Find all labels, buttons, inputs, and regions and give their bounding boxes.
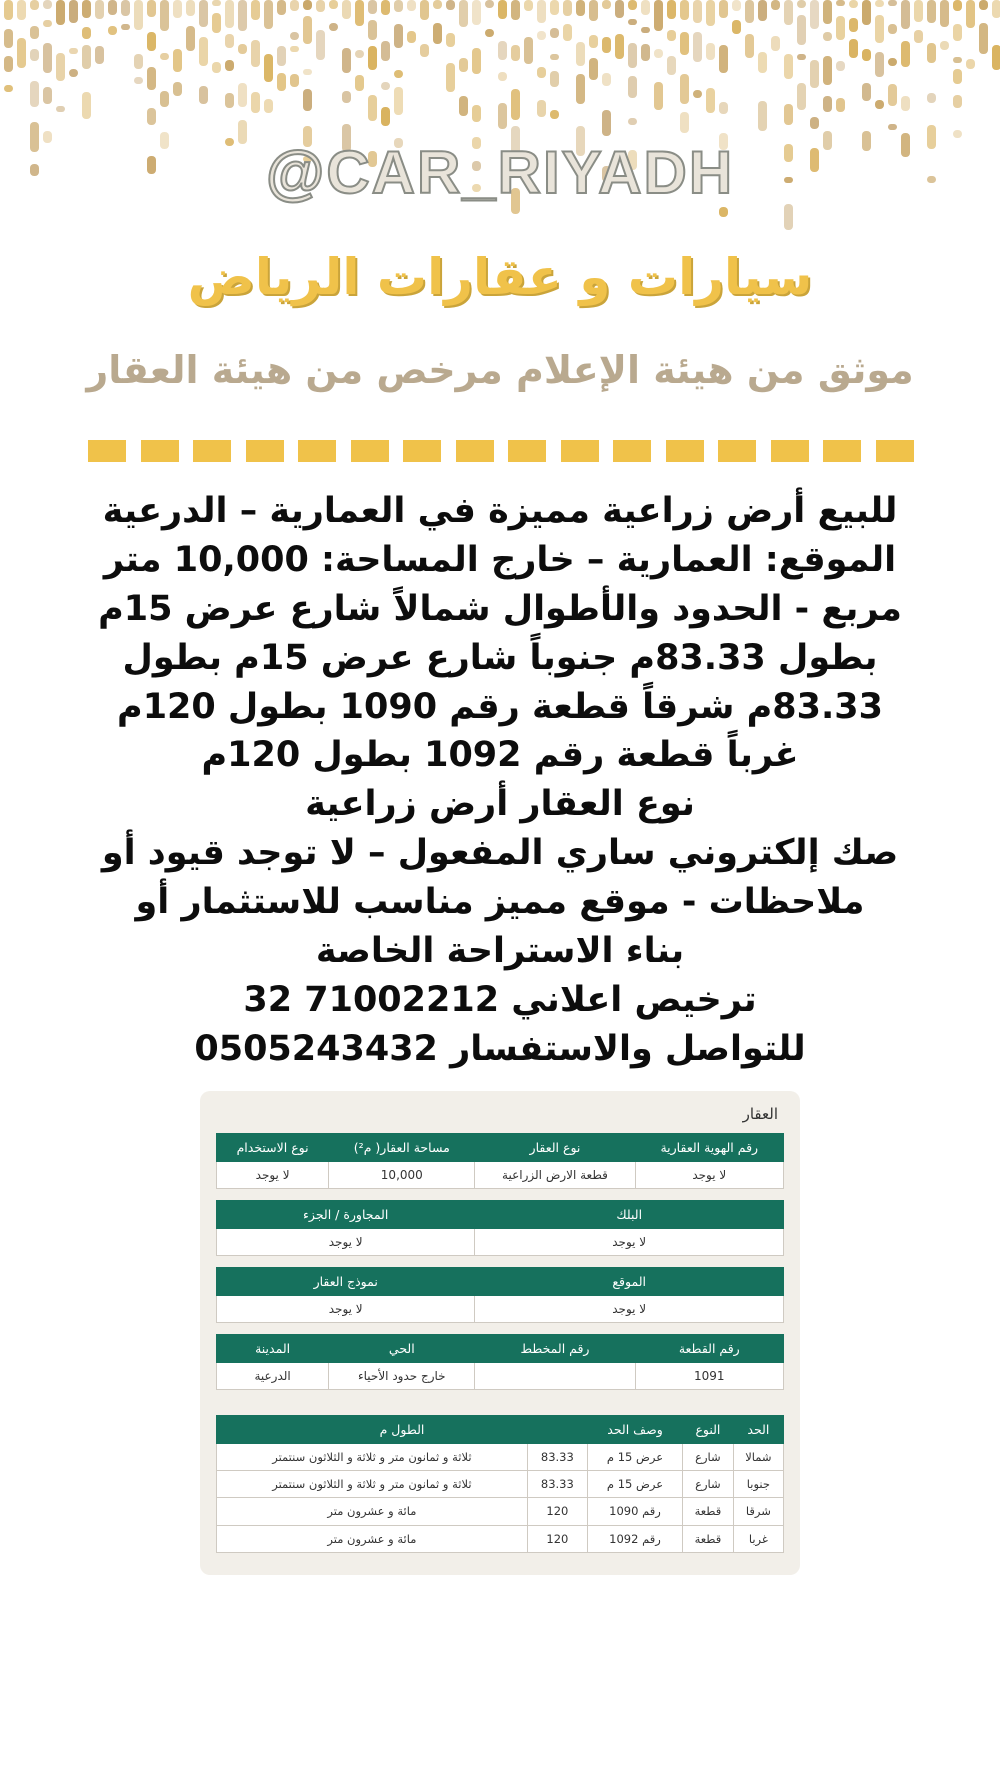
table-cell: 120: [527, 1498, 587, 1525]
dash-segment: [876, 440, 914, 462]
table-cell: نوع الاستخدام: [217, 1133, 329, 1161]
confetti-decoration: [0, 0, 1000, 470]
table-cell: 83.33: [527, 1443, 587, 1470]
table-cell: 1091: [635, 1362, 783, 1389]
dash-segment: [823, 440, 861, 462]
table-cell: نوع العقار: [475, 1133, 635, 1161]
table-cell: رقم القطعة: [635, 1334, 783, 1362]
table-cell: رقم 1092: [587, 1525, 682, 1552]
ad-body-text: [34, 488, 966, 1073]
brand-tagline: سيارات و عقارات الرياض: [187, 248, 813, 306]
table-cell: نموذج العقار: [217, 1267, 475, 1295]
table-cell: عرض 15 م: [587, 1471, 682, 1498]
brand-handle-wrap: [0, 138, 1000, 207]
ad-line: مربع - الحدود والأطوال شمالاً شارع عرض 15م: [98, 588, 902, 629]
table-header-row: [217, 1415, 784, 1443]
table-cell: جنوبا: [733, 1471, 783, 1498]
dash-segment: [771, 440, 809, 462]
ad-line: ترخيص اعلاني 71002212 32: [243, 979, 757, 1020]
table-row: [217, 1161, 784, 1188]
table-cell: رقم 1090: [587, 1498, 682, 1525]
table-cell: خارج حدود الأحياء: [329, 1362, 475, 1389]
table-cell: لا يوجد: [217, 1295, 475, 1322]
banner: [0, 0, 1000, 470]
dash-segment: [193, 440, 231, 462]
ad-line: بناء الاستراحة الخاصة: [315, 931, 685, 972]
table-cell: لا يوجد: [475, 1228, 784, 1255]
table-cell: لا يوجد: [217, 1228, 475, 1255]
dash-segment: [351, 440, 389, 462]
table-row: [217, 1443, 784, 1470]
table-cell: غربا: [733, 1525, 783, 1552]
dash-segment: [508, 440, 546, 462]
table-row: [217, 1471, 784, 1498]
dash-segment: [246, 440, 284, 462]
table-cell: [475, 1362, 635, 1389]
row-spacer: [217, 1322, 784, 1334]
table-cell: رقم الهوية العقارية: [635, 1133, 783, 1161]
table-cell: الموقع: [475, 1267, 784, 1295]
table-cell: المدينة: [217, 1334, 329, 1362]
property-deed-card: [200, 1091, 800, 1576]
table-cell: ثلاثة و ثمانون متر و ثلاثة و الثلاثون سنتمتر: [217, 1471, 528, 1498]
table-cell: لا يوجد: [475, 1295, 784, 1322]
dash-segment: [718, 440, 756, 462]
table-header-row: [217, 1334, 784, 1362]
ad-line: للتواصل والاستفسار 0505243432: [194, 1028, 806, 1069]
table-cell: الحد: [733, 1415, 783, 1443]
table-cell: شرقا: [733, 1498, 783, 1525]
table-row: [217, 1498, 784, 1525]
license-line: موثق من هيئة الإعلام مرخص من هيئة العقار: [86, 348, 914, 392]
table-cell: مائة و عشرون متر: [217, 1498, 528, 1525]
table-cell: ثلاثة و ثمانون متر و ثلاثة و الثلاثون سنتمتر: [217, 1443, 528, 1470]
table-header-row: [217, 1267, 784, 1295]
row-spacer: [217, 1389, 784, 1401]
ad-line: للبيع أرض زراعية مميزة في العمارية – الدرعية: [102, 491, 898, 531]
table-cell: المجاورة / الجزء: [217, 1200, 475, 1228]
dash-segment: [561, 440, 599, 462]
table-cell: وصف الحد: [587, 1415, 682, 1443]
dash-segment: [141, 440, 179, 462]
table-row: [217, 1525, 784, 1552]
dash-segment: [613, 440, 651, 462]
table-cell: عرض 15 م: [587, 1443, 682, 1470]
ad-line: ملاحظات - موقع مميز مناسب للاستثمار أو: [135, 882, 865, 923]
table-cell: 10,000: [329, 1161, 475, 1188]
ad-line: صك إلكتروني ساري المفعول – لا توجد قيود أو: [101, 833, 899, 874]
ad-line: 83.33م شرقاً قطعة رقم 1090 بطول 120م: [117, 686, 883, 727]
dash-segment: [456, 440, 494, 462]
table-row: [217, 1362, 784, 1389]
table-cell: النوع: [683, 1415, 734, 1443]
property-info-table: [216, 1133, 784, 1401]
table-cell: قطعة: [683, 1498, 734, 1525]
table-cell: رقم المخطط: [475, 1334, 635, 1362]
table-cell: الطول م: [217, 1415, 588, 1443]
dash-segment: [298, 440, 336, 462]
table-cell: لا يوجد: [217, 1161, 329, 1188]
table-cell: لا يوجد: [635, 1161, 783, 1188]
table-row: [217, 1295, 784, 1322]
dash-segment: [403, 440, 441, 462]
table-cell: مائة و عشرون متر: [217, 1525, 528, 1552]
table-cell: البلك: [475, 1200, 784, 1228]
table-cell: 83.33: [527, 1471, 587, 1498]
dash-divider: [88, 440, 914, 464]
table-cell: قطعة الارض الزراعية: [475, 1161, 635, 1188]
row-spacer: [217, 1255, 784, 1267]
ad-line: غرباً قطعة رقم 1092 بطول 120م: [201, 735, 799, 776]
table-cell: 120: [527, 1525, 587, 1552]
brand-handle: @CAR_RIYADH: [265, 139, 735, 206]
table-row: [217, 1228, 784, 1255]
table-cell: الدرعية: [217, 1362, 329, 1389]
table-cell: شارع: [683, 1471, 734, 1498]
ad-line: الموقع: العمارية – خارج المساحة: 10,000 متر: [103, 539, 897, 580]
deed-title: العقار: [742, 1104, 778, 1123]
table-cell: مساحة العقار( م²): [329, 1133, 475, 1161]
ad-line: بطول 83.33م جنوباً شارع عرض 15م بطول: [122, 637, 878, 678]
table-cell: الحي: [329, 1334, 475, 1362]
table-cell: شمالا: [733, 1443, 783, 1470]
dash-segment: [666, 440, 704, 462]
dash-segment: [88, 440, 126, 462]
boundaries-table: [216, 1415, 784, 1554]
table-cell: شارع: [683, 1443, 734, 1470]
table-header-row: [217, 1200, 784, 1228]
table-header-row: [217, 1133, 784, 1161]
row-spacer: [217, 1188, 784, 1200]
ad-line: نوع العقار أرض زراعية: [305, 784, 695, 825]
table-cell: قطعة: [683, 1525, 734, 1552]
